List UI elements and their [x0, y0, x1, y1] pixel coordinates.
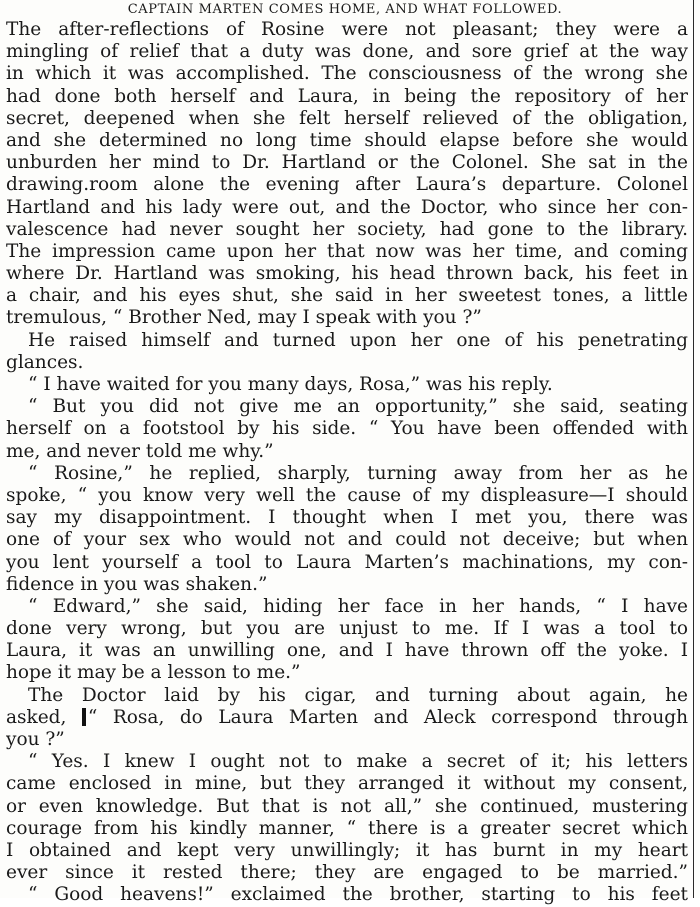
text-line: drawing.room alone the evening after Laura’s departure. Colonel	[6, 174, 688, 196]
text-line: “ Edward,” she said, hiding her face in her hands, “ I have	[28, 595, 688, 617]
text-line: where Dr. Hartland was smoking, his head thrown back, his feet in	[6, 263, 688, 285]
text-line: you ?”	[6, 729, 65, 750]
text-line: “ But you did not give me an opportunity,” she said, seating	[28, 396, 688, 418]
text-line: “ Yes. I knew I ought not to make a secret of it; his letters	[28, 751, 688, 773]
text-line: in which it was accomplished. The consciousness of the wrong she	[6, 63, 688, 85]
text-line: tremulous, “ Brother Ned, may I speak with you ?”	[6, 307, 482, 329]
text-line: He raised himself and turned upon her one of his penetrating	[28, 329, 688, 351]
text-line: The impression came upon her that now was her time, and coming	[6, 240, 688, 262]
text-line: a chair, and his eyes shut, she said in her sweetest tones, a little	[6, 285, 688, 307]
text-line: or even knowledge. But that is not all,” she continued, mustering	[6, 795, 688, 817]
text-line: valescence had never sought her society, had gone to the library.	[6, 218, 688, 240]
text-line: done very wrong, but you are unjust to me. If I was a tool to	[6, 618, 688, 640]
text-line: one of your sex who would not and could not deceive; but when	[6, 529, 688, 551]
text-line: “ I have waited for you many days, Rosa,” was his reply.	[28, 374, 553, 395]
text-line: had done both herself and Laura, in being the repository of her	[6, 85, 688, 107]
text-line: secret, deepened when she felt herself relieved of the obligation,	[6, 107, 688, 129]
text-line: The Doctor laid by his cigar, and turning about again, he	[28, 684, 688, 706]
text-line: glances.	[6, 351, 84, 373]
article-heading: CAPTAIN MARTEN COMES HOME, AND WHAT FOLLOWED.	[127, 2, 563, 17]
text-line: “ Rosine,” he replied, sharply, turning away from her as he	[28, 462, 688, 484]
column-rule	[693, 0, 694, 898]
text-line: spoke, “ you know very well the cause of my displeasure—I should	[6, 484, 688, 506]
text-line: The after-reflections of Rosine were not pleasant; they were a	[6, 19, 688, 40]
ink-blot-mark	[82, 708, 86, 726]
text-line: hope it may be a lesson to me.”	[6, 662, 301, 684]
text-line: ever since it rested there; they are engaged to be married.”	[6, 862, 688, 884]
article-body	[6, 19, 688, 907]
text-line: and she determined no long time should elapse before she would	[6, 129, 688, 151]
text-line: Laura, it was an unwilling one, and I have thrown off the yoke. I	[6, 640, 688, 662]
text-line: unburden her mind to Dr. Hartland or the Colonel. She sat in the	[6, 152, 688, 174]
text-line: you lent yourself a tool to Laura Marten’s machinations, my con-	[6, 551, 688, 573]
text-line-with-mark	[6, 707, 688, 729]
text-line: mingling of relief that a duty was done, and sore grief at the way	[6, 41, 688, 63]
text-line: came enclosed in mine, but they arranged it without my consent,	[6, 773, 688, 795]
asked-word: asked,	[6, 706, 82, 728]
text-line: say my disappointment. I thought when I met you, there was	[6, 507, 688, 529]
text-line: fidence in you was shaken.”	[6, 573, 268, 595]
text-line-remainder: “ Rosa, do Laura Marten and Aleck correspond through	[87, 706, 688, 728]
text-line: Hartland and his lady were out, and the Doctor, who since her con-	[6, 196, 688, 218]
text-line: courage from his kindly manner, “ there is a greater secret which	[6, 817, 688, 839]
text-line: I obtained and kept very unwillingly; it has burnt in my heart	[6, 839, 688, 861]
text-line: me, and never told me why.”	[6, 440, 274, 462]
text-line: “ Good heavens!” exclaimed the brother, starting to his feet	[28, 884, 688, 906]
text-line: herself on a footstool by his side. “ You have been offended with	[6, 418, 688, 440]
